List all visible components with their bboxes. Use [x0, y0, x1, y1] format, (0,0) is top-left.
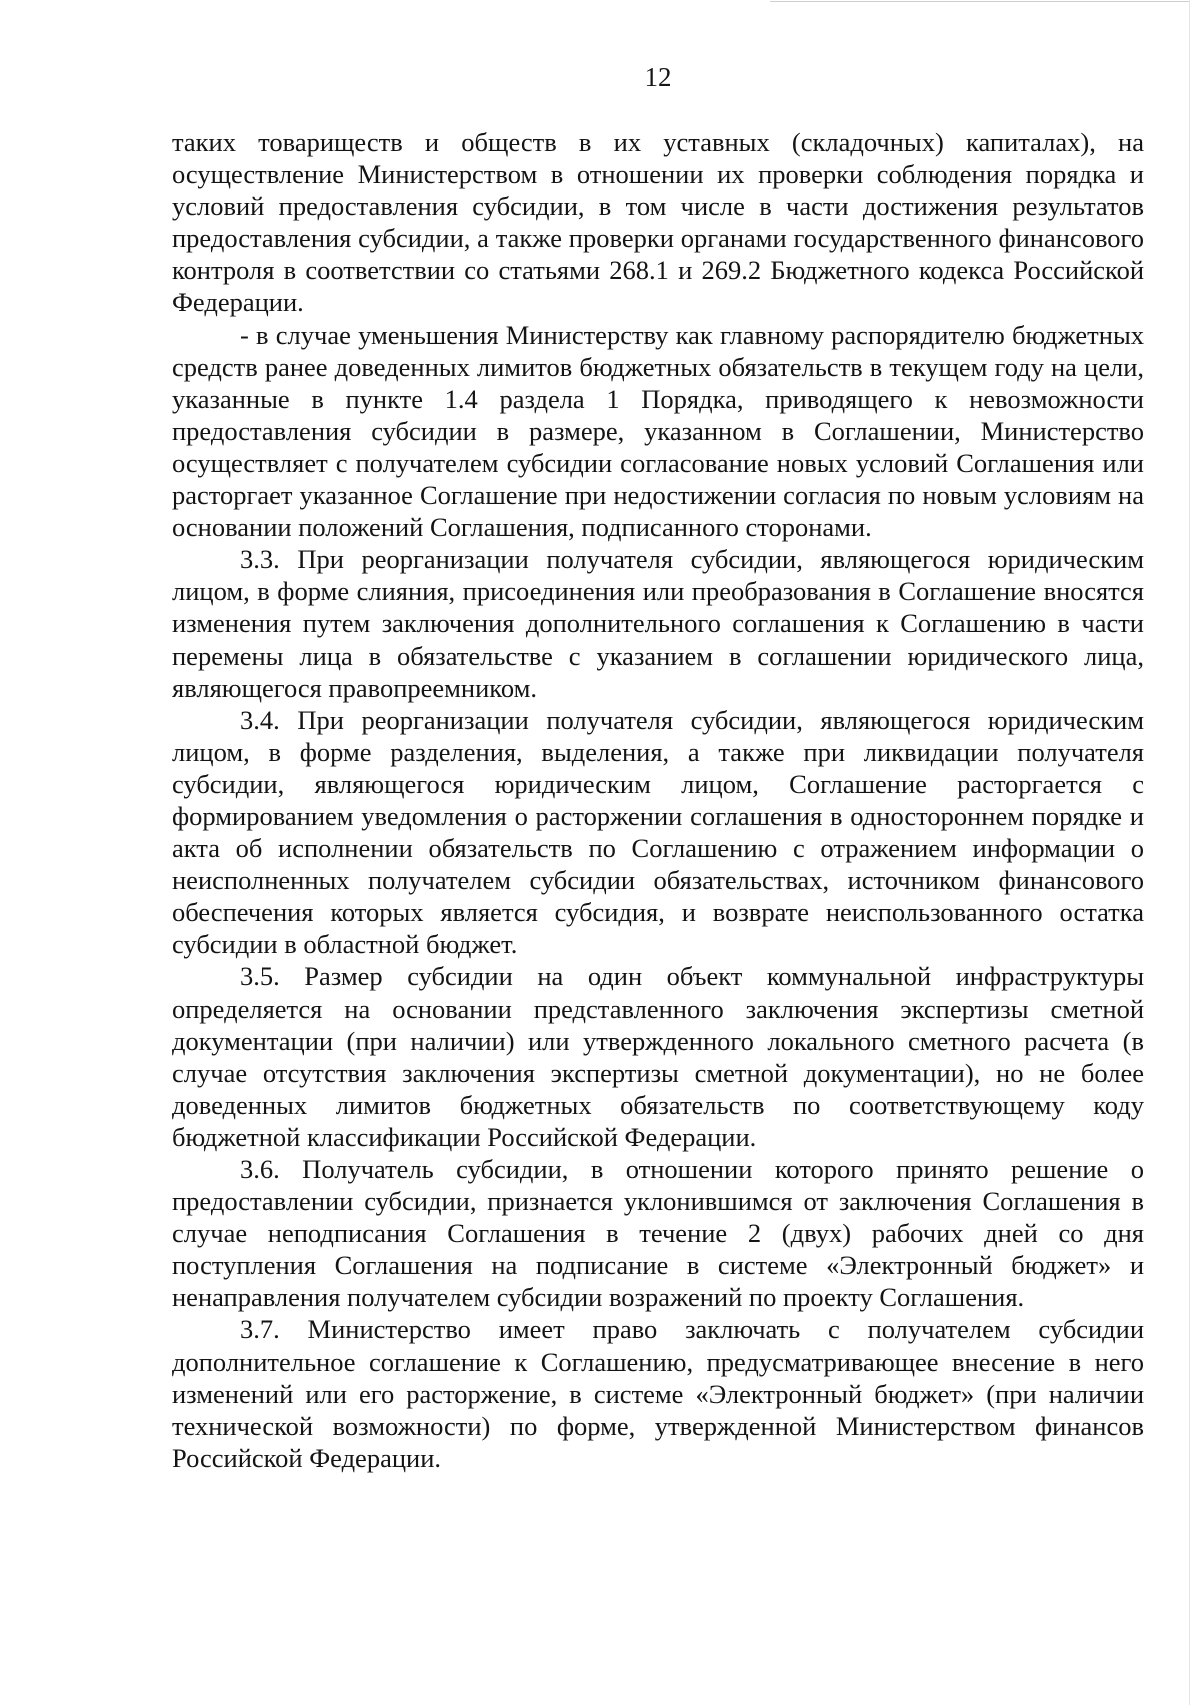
- scan-edge-top: [770, 1, 1190, 2]
- paragraph-dash-clause: - в случае уменьшения Министерству как главному распорядителю бюджетных средств ранее доведенных лимитов бюджетных обязательств в текущем году на цели, указанные в пункте 1.4 раздела 1 Порядка, приводящего к невозможности предоставления субсидии в размере, указанном в Соглашении, Министерство осуществляет с получателем субсидии согласование новых условий Соглашения или расторгает указанное Соглашение при недостижении согласия по новым условиям на основании положений Соглашения, подписанного сторонами.: [172, 319, 1144, 543]
- paragraph-section-3-7: 3.7. Министерство имеет право заключать с получателем субсидии дополнительное соглашение к Соглашению, предусматривающее внесение в него изменений или его расторжение, в системе «Электронный бюджет» (при наличии технической возможности) по форме, утвержденной Министерством финансов Российской Федерации.: [172, 1314, 1144, 1473]
- paragraph-section-3-5: 3.5. Размер субсидии на один объект коммунальной инфраструктуры определяется на основании представленного заключения экспертизы сметной документации (при наличии) или утвержденного локального сметного расчета (в случае отсутствия заключения экспертизы сметной документации), но не более доведенных лимитов бюджетных обязательств по соответствующему коду бюджетной классификации Российской Федерации.: [172, 961, 1144, 1152]
- paragraph-section-3-4: 3.4. При реорганизации получателя субсидии, являющегося юридическим лицом, в форме разделения, выделения, а также при ликвидации получателя субсидии, являющегося юридическим лицом, Соглашение расторгается с формированием уведомления о расторжении соглашения в одностороннем порядке и акта об исполнении обязательств по Соглашению с отражением информации о неисполненных получателем субсидии обязательствах, источником финансового обеспечения которых является субсидия, и возврате неиспользованного остатка субсидии в областной бюджет.: [172, 704, 1144, 960]
- paragraph-section-3-3: 3.3. При реорганизации получателя субсидии, являющегося юридическим лицом, в форме слияния, присоединения или преобразования в Соглашение вносятся изменения путем заключения дополнительного соглашения к Соглашению в части перемены лица в обязательстве с указанием в соглашении юридического лица, являющегося правопреемником.: [172, 544, 1144, 703]
- paragraph-continuation: таких товариществ и обществ в их уставных (складочных) капиталах), на осуществление Министерством в отношении их проверки соблюдения порядка и условий предоставления субсидии, в том числе в части достижения результатов предоставления субсидии, а также проверки органами государственного финансового контроля в соответствии со статьями 268.1 и 269.2 Бюджетного кодекса Российской Федерации.: [172, 127, 1144, 318]
- page-number: 12: [644, 62, 672, 92]
- scan-edge-right: [1189, 0, 1190, 1705]
- document-body: [172, 126, 1144, 1474]
- paragraph-section-3-6: 3.6. Получатель субсидии, в отношении которого принято решение о предоставлении субсидии, признается уклонившимся от заключения Соглашения в случае неподписания Соглашения в течение 2 (двух) рабочих дней со дня поступления Соглашения на подписание в системе «Электронный бюджет» и ненаправления получателем субсидии возражений по проекту Соглашения.: [172, 1154, 1144, 1313]
